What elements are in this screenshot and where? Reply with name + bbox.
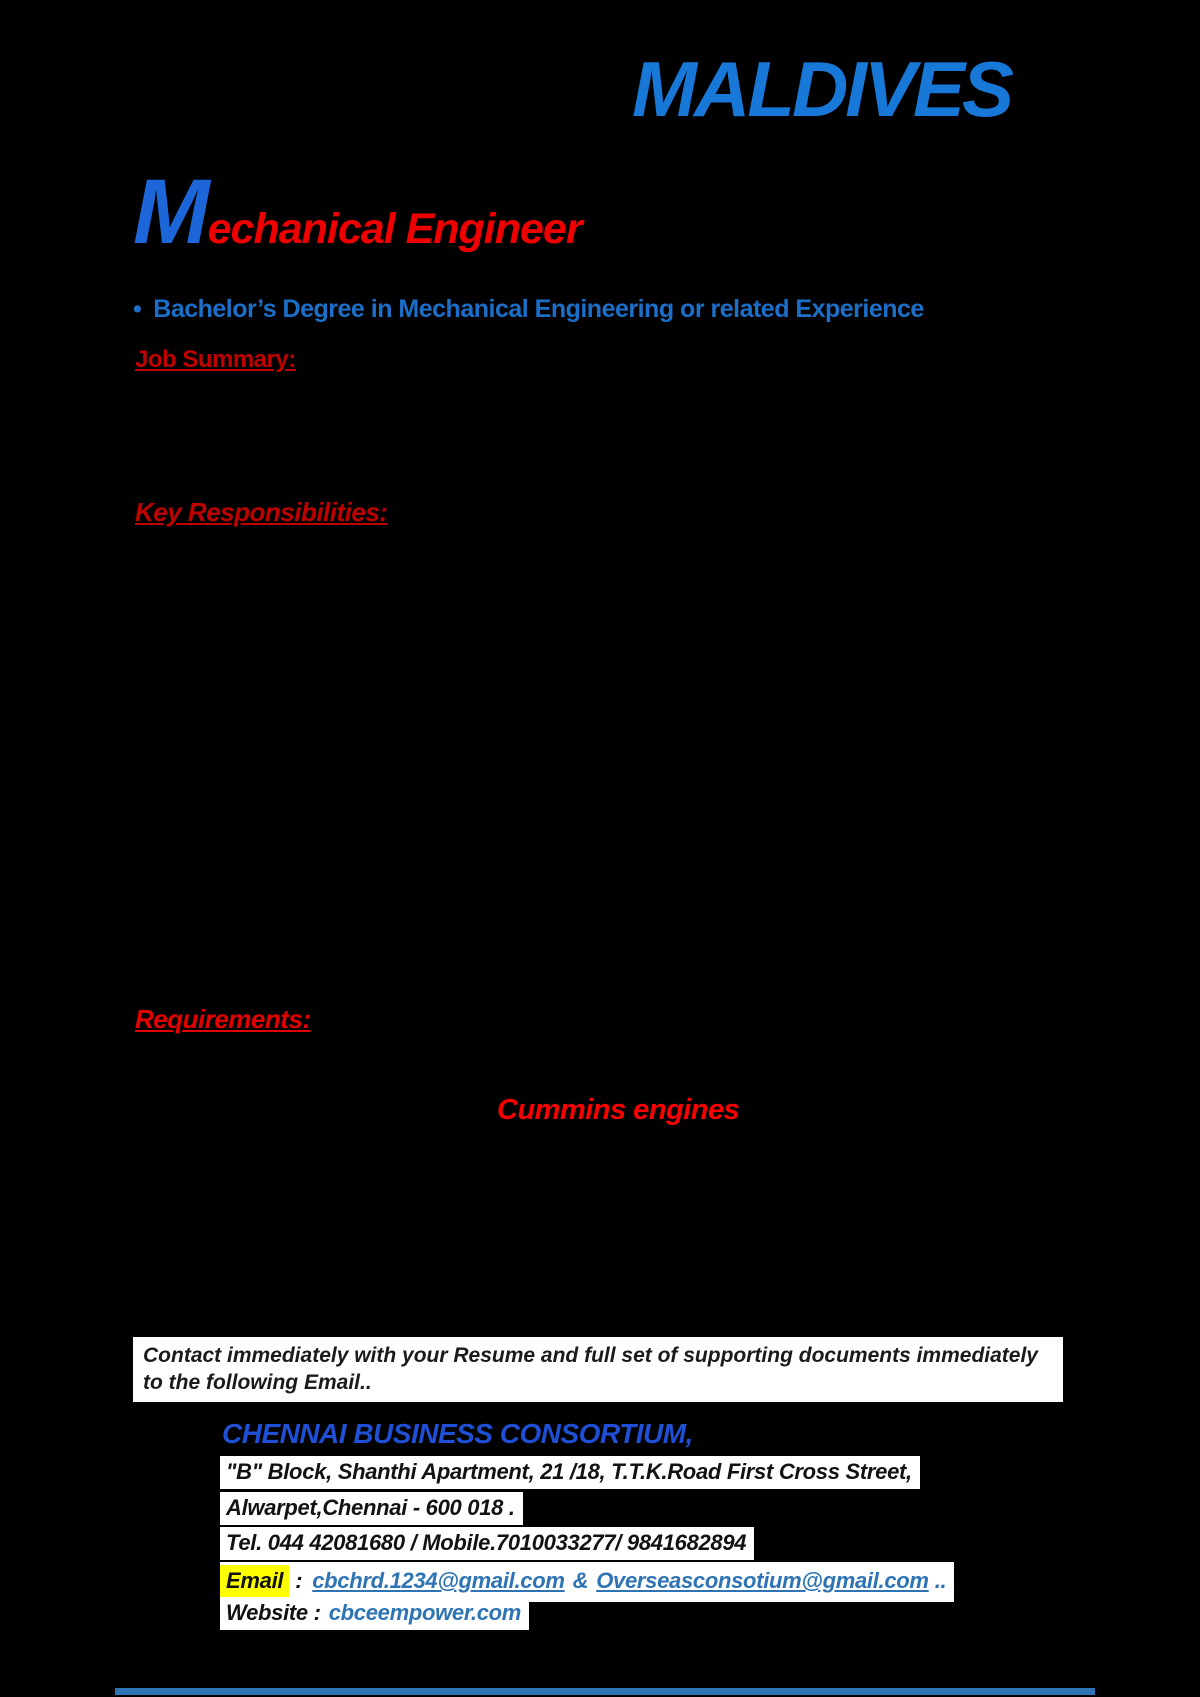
section-heading-requirements: Requirements: [135, 1004, 311, 1034]
job-title [133, 160, 582, 265]
bottom-border-bar [115, 1688, 1095, 1695]
section-heading-job-summary: Job Summary: [135, 346, 296, 373]
job-title-text: echanical Engineer [207, 205, 582, 253]
company-name: CHENNAI BUSINESS CONSORTIUM, [222, 1418, 693, 1449]
contact-note-line1: Contact immediately with your Resume and full set of supporting documents immediately [143, 1344, 1038, 1367]
contact-note-line2: to the following Email.. [143, 1371, 372, 1394]
contact-note-box [133, 1337, 1063, 1402]
email-label: Email [220, 1565, 289, 1598]
job-title-initial: M [133, 161, 208, 263]
website-label: Website : [226, 1600, 321, 1625]
email-link-secondary[interactable]: Overseasconsotium@gmail.com [596, 1568, 929, 1593]
email-link-primary[interactable]: cbchrd.1234@gmail.com [312, 1568, 565, 1593]
bullet-icon: • [133, 295, 142, 323]
section-heading-key-responsibilities: Key Responsibilities: [135, 497, 388, 527]
highlighted-phrase-cummins-engines: Cummins engines [497, 1094, 740, 1126]
email-trailer-dots: .. [934, 1568, 947, 1593]
website-link[interactable]: cbceempower.com [328, 1600, 522, 1625]
email-colon: : [295, 1568, 303, 1593]
address-line-1: "B" Block, Shanthi Apartment, 21 /18, T.T.K.Road First Cross Street, [220, 1456, 920, 1489]
website-line [220, 1597, 529, 1630]
address-line-2: Alwarpet,Chennai - 600 018 . [220, 1492, 523, 1525]
country-heading: MALDIVES [632, 45, 1012, 133]
email-line [220, 1562, 954, 1602]
qualification-line [133, 295, 924, 324]
phone-line: Tel. 044 42081680 / Mobile.7010033277/ 9841682894 [220, 1527, 754, 1560]
email-joiner: & [572, 1568, 589, 1593]
qualification-text: Bachelor’s Degree in Mechanical Engineering or related Experience [153, 295, 924, 323]
